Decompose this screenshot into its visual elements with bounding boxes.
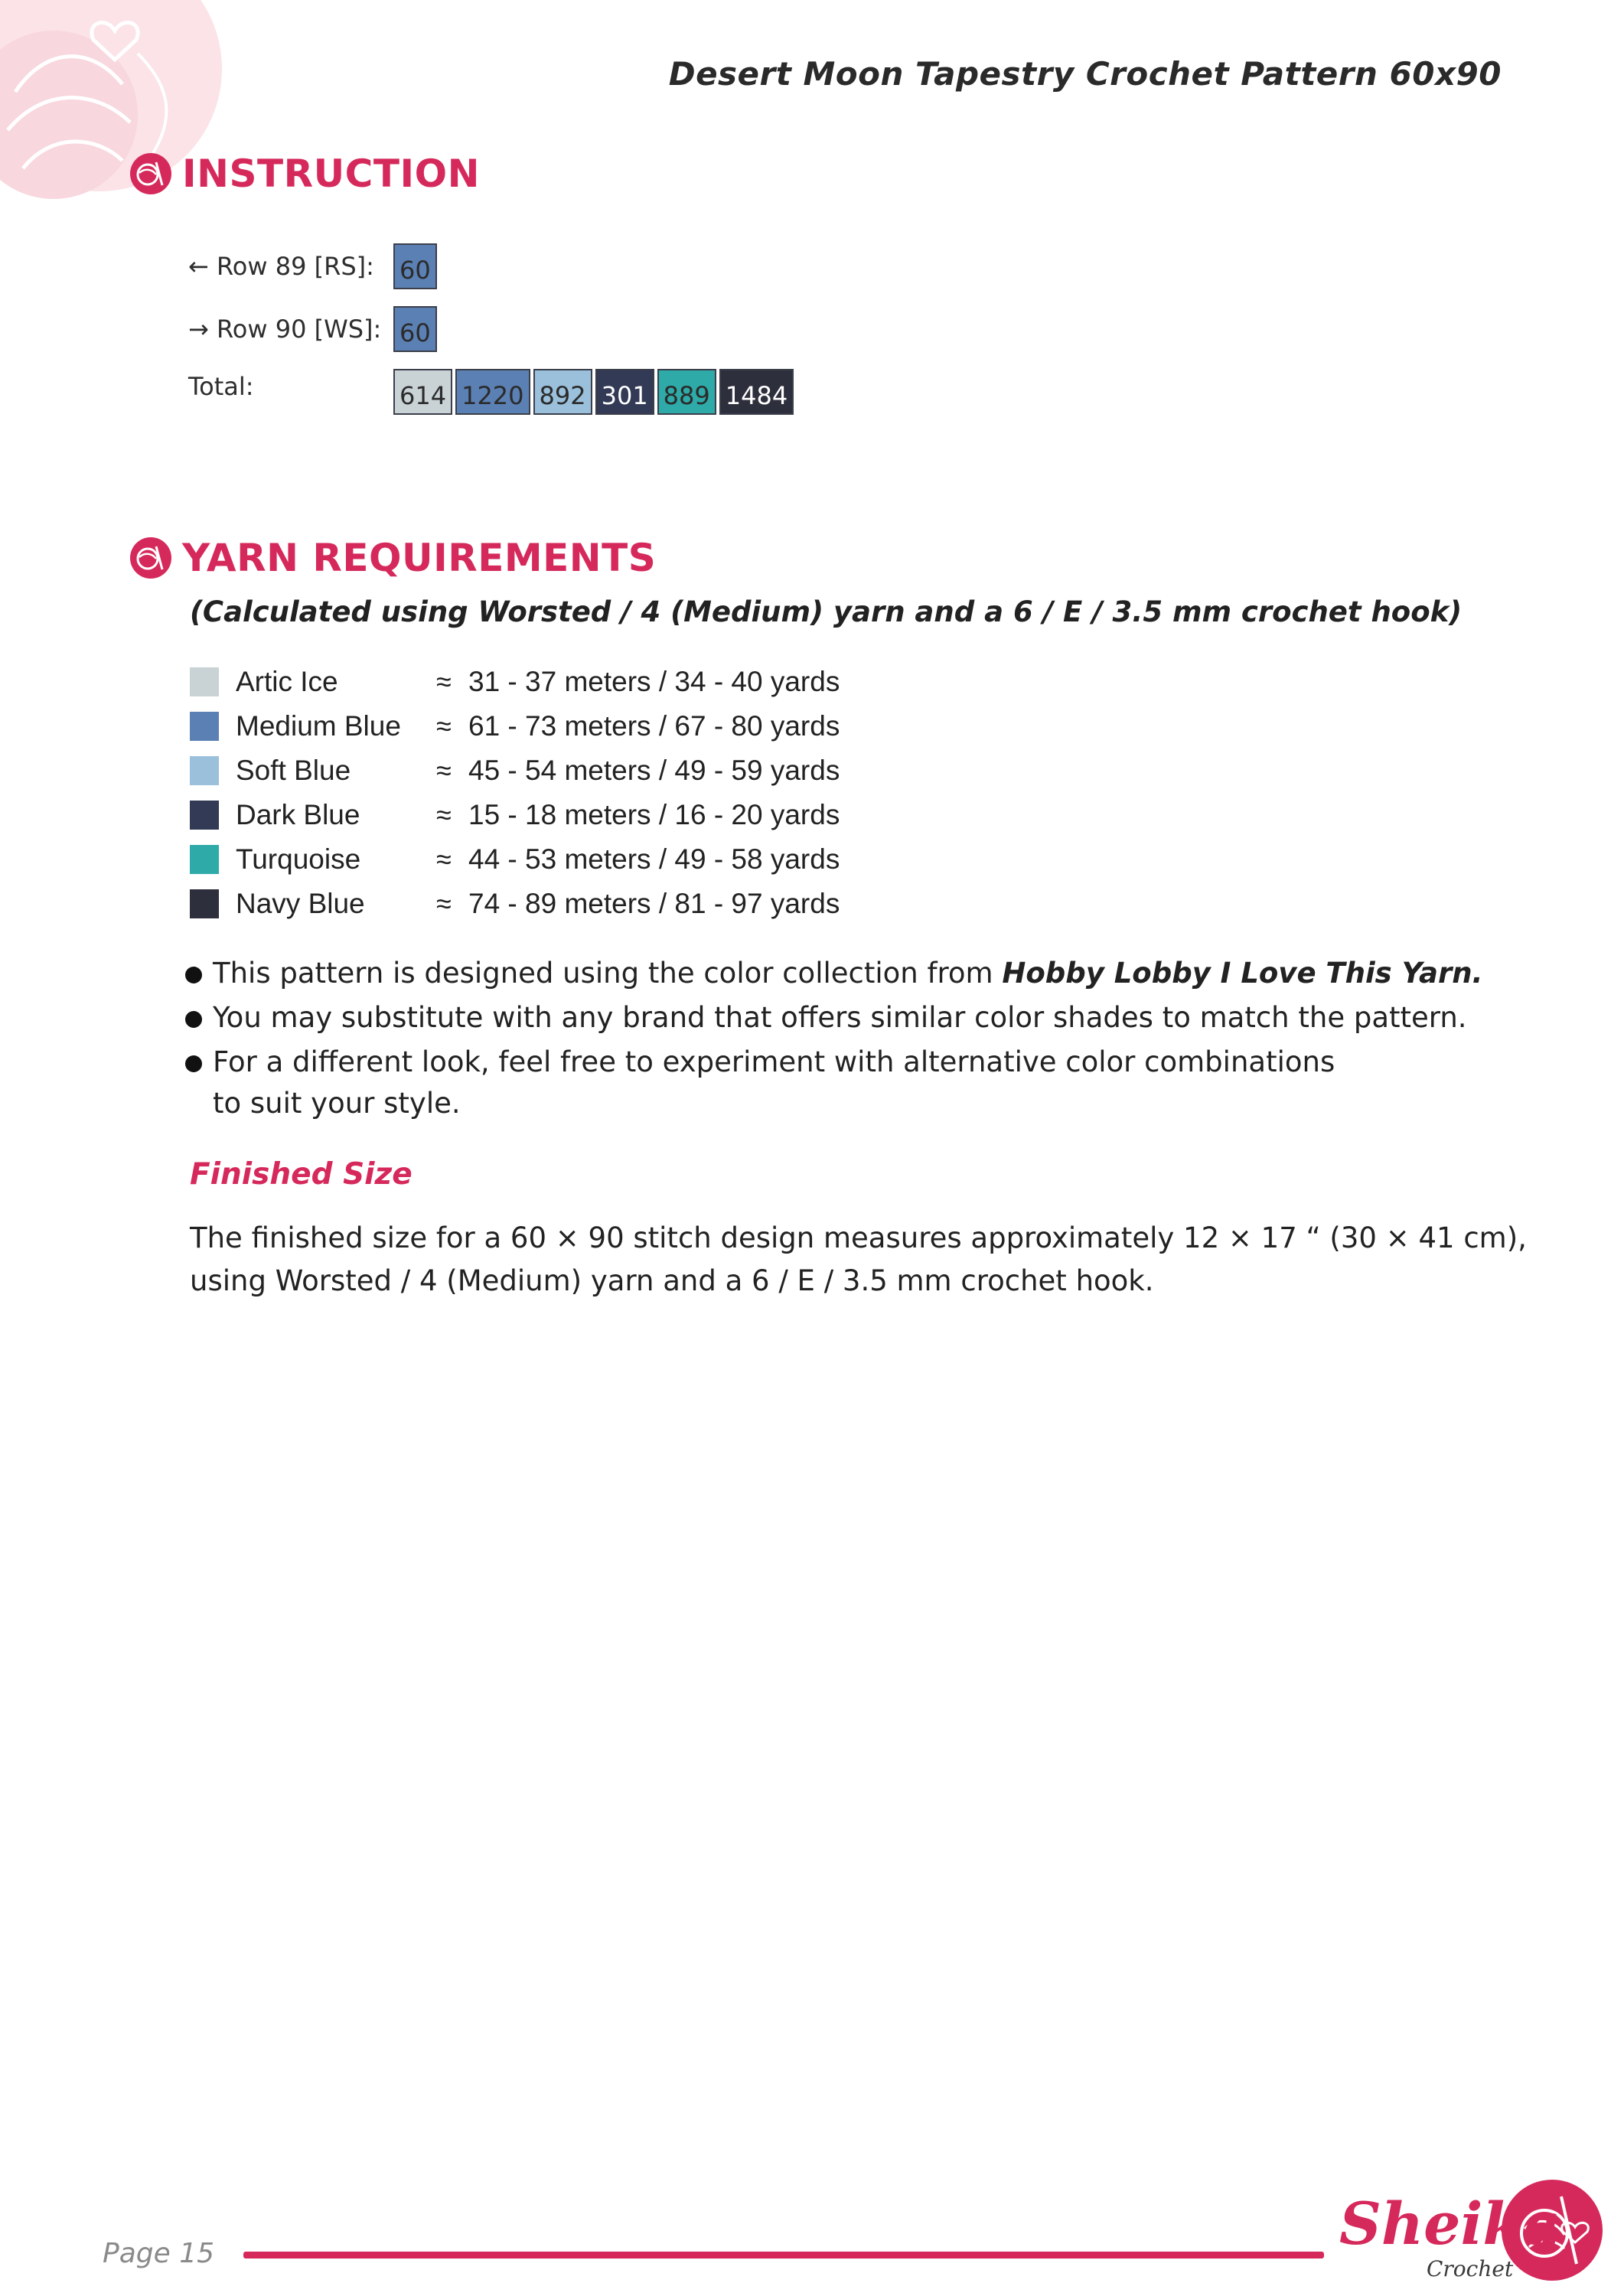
brand-name: Hobby Lobby I Love This Yarn. [1002,957,1483,990]
note-text [213,1042,1335,1124]
finished-size-line: The finished size for a 60 × 90 stitch design measures approximately 12 × 17 “ (30 × 41 cm), [190,1221,1527,1254]
logo-subtext: Crochet [1427,2256,1514,2281]
yarn-requirements-heading [129,536,656,580]
yarn-item [190,704,840,748]
total-cell-navy-blue: 1484 [719,369,794,415]
finished-size-text [190,1217,1537,1303]
instruction-heading [129,152,480,196]
note-text-prefix: This pattern is designed using the color collection from [213,957,1003,990]
approx-symbol: ≈ [436,799,452,830]
bullet-icon [185,1055,202,1072]
approx-symbol: ≈ [436,888,452,919]
note-text: You may substitute with any brand that offers similar color shades to match the pattern. [213,1001,1467,1034]
note-item [185,1042,1517,1124]
yarn-item [190,793,840,837]
yarn-amount: 15 - 18 meters / 16 - 20 yards [468,799,840,830]
yarn-notes [185,953,1517,1127]
color-swatch [190,712,219,741]
yarn-name: Navy Blue [236,888,365,919]
yarn-item [190,837,840,882]
yarn-amount: 31 - 37 meters / 34 - 40 yards [468,666,840,697]
row-label: ← Row 89 [RS]: [188,252,374,281]
color-swatch [190,756,219,785]
yarn-requirements-title: YARN REQUIREMENTS [182,536,657,580]
stitch-cell: 60 [393,306,437,352]
yarn-amount: 44 - 53 meters / 49 - 58 yards [468,843,840,875]
color-swatch [190,801,219,830]
approx-symbol: ≈ [436,843,452,875]
note-item [185,953,1517,994]
row-89 [188,243,440,289]
bullet-icon [185,1011,202,1028]
bullet-icon [185,967,202,983]
yarn-name: Medium Blue [236,710,401,742]
total-cell-turquoise: 889 [657,369,716,415]
footer-divider [243,2252,1324,2258]
instruction-title: INSTRUCTION [182,152,480,196]
yarn-amount: 74 - 89 meters / 81 - 97 yards [468,888,840,919]
approx-symbol: ≈ [436,755,452,786]
total-cell-soft-blue: 892 [533,369,592,415]
finished-size-title: Finished Size [190,1157,413,1192]
sheika-crochet-logo [1332,2174,1607,2288]
total-label: Total: [188,372,254,401]
note-text-line: to suit your style. [213,1087,461,1120]
stitch-cell: 60 [393,243,437,289]
yarn-name: Dark Blue [236,799,360,830]
note-item [185,997,1517,1039]
color-swatch [190,667,219,696]
note-text [213,953,1483,994]
logo-wordmark: Sheika [1339,2190,1561,2258]
finished-size-line: using Worsted / 4 (Medium) yarn and a 6 / E / 3.5 mm crochet hook. [190,1264,1154,1297]
yarn-item [190,748,840,793]
color-swatch [190,889,219,918]
yarn-badge-icon [129,152,173,196]
yarn-list [190,660,840,926]
total-cell-medium-blue: 1220 [455,369,530,415]
color-swatch [190,845,219,874]
yarn-amount: 61 - 73 meters / 67 - 80 yards [468,710,840,742]
yarn-badge-icon [129,536,173,580]
row-label: → Row 90 [WS]: [188,315,382,344]
row-90 [188,306,440,352]
yarn-name: Soft Blue [236,755,351,786]
approx-symbol: ≈ [436,710,452,742]
total-cell-dark-blue: 301 [595,369,654,415]
total-row [188,369,797,415]
total-cell-artic-ice: 614 [393,369,452,415]
page-number: Page 15 [103,2238,215,2269]
yarn-name: Turquoise [236,843,361,875]
document-title: Desert Moon Tapestry Crochet Pattern 60x90 [668,55,1502,93]
yarn-calculation-note: (Calculated using Worsted / 4 (Medium) yarn and a 6 / E / 3.5 mm crochet hook) [190,595,1463,628]
yarn-amount: 45 - 54 meters / 49 - 59 yards [468,755,840,786]
approx-symbol: ≈ [436,666,452,697]
yarn-name: Artic Ice [236,666,338,697]
yarn-item [190,660,840,704]
yarn-item [190,882,840,926]
note-text-line: For a different look, feel free to experiment with alternative color combinations [213,1045,1335,1078]
